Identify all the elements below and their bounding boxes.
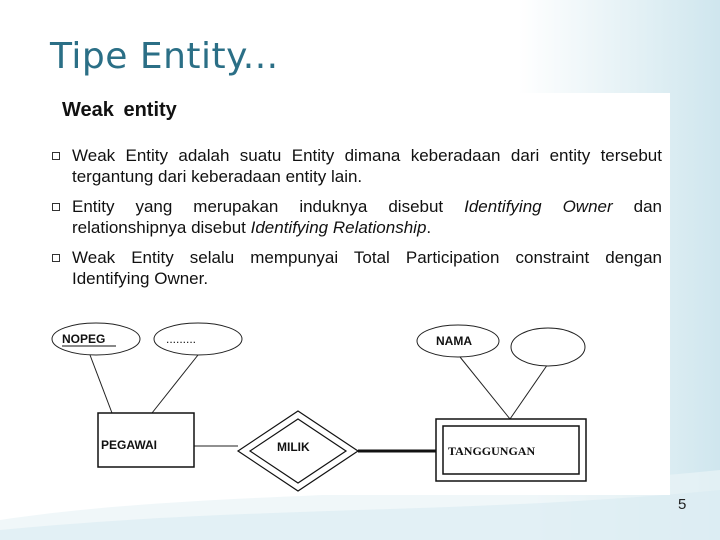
bullet-italic-term: Identifying Owner xyxy=(464,197,613,216)
content-panel xyxy=(40,93,670,495)
bullet-text: . xyxy=(426,218,432,237)
link-dots-pegawai xyxy=(152,355,198,413)
section-heading: Weak entity xyxy=(62,99,177,121)
bullet-text: dan relationshipnya disebut xyxy=(72,197,662,237)
entity-pegawai-label: PEGAWAI xyxy=(101,438,158,452)
link-nama-tanggungan xyxy=(460,357,510,419)
bullet-text: Weak Entity adalah suatu Entity dimana keberadaan dari entity tersebut tergantung dari keberadaan entity lain. xyxy=(72,146,662,186)
slide-title: Tipe Entity... xyxy=(50,36,279,77)
page-number: 5 xyxy=(678,496,687,513)
bullet-text: Entity yang merupakan induknya disebut xyxy=(72,197,465,216)
attribute-empty xyxy=(511,328,585,366)
attribute-dots-label: ......... xyxy=(166,332,197,346)
bullet-text: Weak Entity selalu mempunyai Total Participation constraint dengan Identifying Owner. xyxy=(72,248,662,288)
entity-tanggungan-label: TANGGUNGAN xyxy=(448,444,536,458)
attribute-nama-label: NAMA xyxy=(436,334,472,348)
link-empty-tanggungan xyxy=(510,361,550,419)
er-diagram xyxy=(40,93,670,495)
relationship-milik-label: MILIK xyxy=(277,440,310,454)
bullet-italic-term: Identifying Relationship xyxy=(250,218,427,237)
link-nopeg-pegawai xyxy=(90,355,112,413)
attribute-nopeg-label: NOPEG xyxy=(62,332,106,346)
